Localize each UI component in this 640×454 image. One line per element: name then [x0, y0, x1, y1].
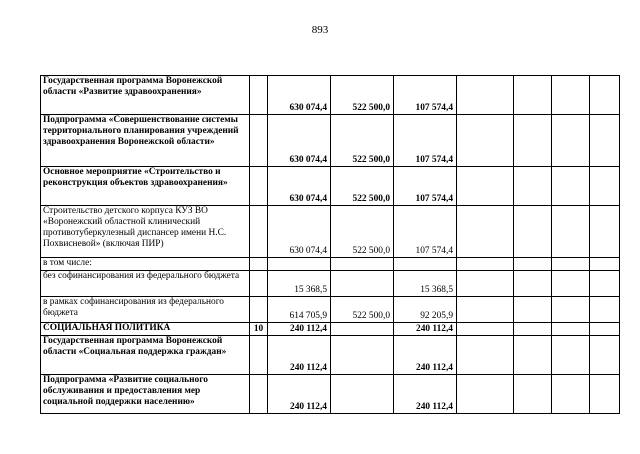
row-federal-cell: 522 500,0	[331, 297, 394, 323]
row-name-cell: Государственная программа Воронежской области «Социальная поддержка граждан»	[41, 336, 250, 375]
row-empty-cell	[590, 167, 620, 206]
budget-table	[40, 75, 620, 414]
row-code-cell	[250, 297, 268, 323]
row-code-cell	[250, 375, 268, 414]
row-total-cell: 240 112,4	[268, 375, 331, 414]
table-row	[41, 258, 620, 271]
row-empty-cell	[552, 271, 590, 297]
row-empty-cell	[514, 76, 552, 115]
row-federal-cell	[331, 336, 394, 375]
row-empty-cell	[552, 115, 590, 167]
row-name-cell: без софинансирования из федерального бюджета	[41, 271, 250, 297]
row-empty-cell	[514, 297, 552, 323]
table-row	[41, 167, 620, 206]
row-regional-cell: 107 574,4	[394, 206, 457, 258]
table-row	[41, 115, 620, 167]
row-empty-cell	[457, 167, 514, 206]
row-empty-cell	[552, 297, 590, 323]
row-name-cell: в рамках софинансирования из федерального бюджета	[41, 297, 250, 323]
row-empty-cell	[552, 375, 590, 414]
table-row	[41, 206, 620, 258]
row-empty-cell	[457, 323, 514, 336]
row-regional-cell	[394, 258, 457, 271]
table-row	[41, 375, 620, 414]
row-federal-cell	[331, 271, 394, 297]
row-code-cell	[250, 76, 268, 115]
row-code-cell: 10	[250, 323, 268, 336]
row-empty-cell	[590, 336, 620, 375]
row-regional-cell: 107 574,4	[394, 115, 457, 167]
row-total-cell: 630 074,4	[268, 115, 331, 167]
row-empty-cell	[590, 375, 620, 414]
row-empty-cell	[552, 76, 590, 115]
row-empty-cell	[552, 258, 590, 271]
row-name-cell: Подпрограмма «Совершенствование системы территориального планирования учреждений здравоохранения Воронежской области»	[41, 115, 250, 167]
row-empty-cell	[552, 336, 590, 375]
row-total-cell: 630 074,4	[268, 206, 331, 258]
row-federal-cell: 522 500,0	[331, 206, 394, 258]
row-empty-cell	[514, 115, 552, 167]
row-total-cell: 15 368,5	[268, 271, 331, 297]
row-empty-cell	[514, 206, 552, 258]
row-code-cell	[250, 115, 268, 167]
row-code-cell	[250, 336, 268, 375]
row-code-cell	[250, 271, 268, 297]
table-row	[41, 76, 620, 115]
row-code-cell	[250, 258, 268, 271]
row-empty-cell	[552, 206, 590, 258]
row-empty-cell	[514, 258, 552, 271]
row-name-cell: в том числе:	[41, 258, 250, 271]
row-code-cell	[250, 206, 268, 258]
row-empty-cell	[590, 115, 620, 167]
row-name-cell: СОЦИАЛЬНАЯ ПОЛИТИКА	[41, 323, 250, 336]
row-empty-cell	[552, 167, 590, 206]
row-regional-cell: 107 574,4	[394, 76, 457, 115]
table-body	[41, 76, 620, 414]
row-regional-cell: 15 368,5	[394, 271, 457, 297]
row-empty-cell	[590, 297, 620, 323]
table-row	[41, 323, 620, 336]
row-empty-cell	[514, 336, 552, 375]
row-total-cell	[268, 258, 331, 271]
row-empty-cell	[590, 323, 620, 336]
row-regional-cell: 107 574,4	[394, 167, 457, 206]
row-empty-cell	[457, 115, 514, 167]
row-empty-cell	[514, 323, 552, 336]
table-row	[41, 336, 620, 375]
row-federal-cell	[331, 258, 394, 271]
row-regional-cell: 240 112,4	[394, 323, 457, 336]
row-total-cell: 630 074,4	[268, 167, 331, 206]
row-empty-cell	[457, 336, 514, 375]
table-row	[41, 297, 620, 323]
row-empty-cell	[457, 206, 514, 258]
row-code-cell	[250, 167, 268, 206]
row-name-cell: Основное мероприятие «Строительство и реконструкция объектов здравоохранения»	[41, 167, 250, 206]
row-total-cell: 630 074,4	[268, 76, 331, 115]
row-total-cell: 240 112,4	[268, 323, 331, 336]
row-empty-cell	[514, 271, 552, 297]
row-federal-cell	[331, 375, 394, 414]
row-federal-cell: 522 500,0	[331, 76, 394, 115]
row-empty-cell	[590, 258, 620, 271]
table-row	[41, 271, 620, 297]
row-empty-cell	[457, 271, 514, 297]
row-regional-cell: 240 112,4	[394, 336, 457, 375]
row-total-cell: 614 705,9	[268, 297, 331, 323]
row-regional-cell: 240 112,4	[394, 375, 457, 414]
row-empty-cell	[457, 375, 514, 414]
row-empty-cell	[457, 258, 514, 271]
row-federal-cell	[331, 323, 394, 336]
row-federal-cell: 522 500,0	[331, 115, 394, 167]
row-empty-cell	[514, 167, 552, 206]
page-number: 893	[311, 24, 329, 36]
row-regional-cell: 92 205,9	[394, 297, 457, 323]
row-name-cell: Подпрограмма «Развитие социального обслуживания и предоставления мер социальной поддержки населению»	[41, 375, 250, 414]
row-empty-cell	[457, 297, 514, 323]
row-empty-cell	[590, 76, 620, 115]
row-empty-cell	[552, 323, 590, 336]
row-empty-cell	[590, 271, 620, 297]
row-empty-cell	[514, 375, 552, 414]
row-name-cell: Государственная программа Воронежской области «Развитие здравоохранения»	[41, 76, 250, 115]
row-name-cell: Строительство детского корпуса КУЗ ВО «Воронежский областной клинический противотуберкулезный диспансер имени Н.С. Похвисневой» (включая ПИР)	[41, 206, 250, 258]
row-empty-cell	[590, 206, 620, 258]
row-empty-cell	[457, 76, 514, 115]
row-federal-cell: 522 500,0	[331, 167, 394, 206]
row-total-cell: 240 112,4	[268, 336, 331, 375]
